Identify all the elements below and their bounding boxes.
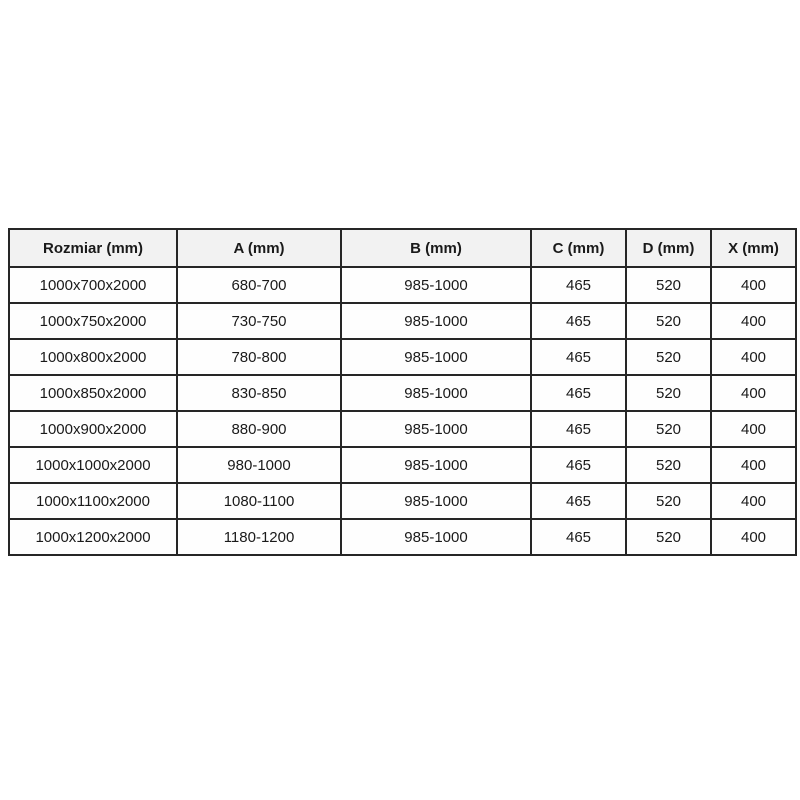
column-header: B (mm) bbox=[341, 229, 531, 267]
table-cell: 520 bbox=[626, 483, 711, 519]
table-cell: 985-1000 bbox=[341, 411, 531, 447]
table-cell: 520 bbox=[626, 339, 711, 375]
table-cell: 520 bbox=[626, 303, 711, 339]
table-cell: 1000x700x2000 bbox=[9, 267, 177, 303]
table-cell: 400 bbox=[711, 375, 796, 411]
table-cell: 780-800 bbox=[177, 339, 341, 375]
table-cell: 465 bbox=[531, 483, 626, 519]
table-cell: 520 bbox=[626, 411, 711, 447]
table-row bbox=[9, 267, 796, 303]
table-cell: 400 bbox=[711, 411, 796, 447]
table-row bbox=[9, 447, 796, 483]
table-cell: 1000x750x2000 bbox=[9, 303, 177, 339]
table-cell: 520 bbox=[626, 447, 711, 483]
table-cell: 465 bbox=[531, 375, 626, 411]
column-header: X (mm) bbox=[711, 229, 796, 267]
table-cell: 465 bbox=[531, 303, 626, 339]
table-cell: 830-850 bbox=[177, 375, 341, 411]
column-header: Rozmiar (mm) bbox=[9, 229, 177, 267]
table-cell: 1000x1100x2000 bbox=[9, 483, 177, 519]
dimensions-table bbox=[8, 228, 797, 556]
column-header: D (mm) bbox=[626, 229, 711, 267]
table-cell: 400 bbox=[711, 483, 796, 519]
table-cell: 1000x850x2000 bbox=[9, 375, 177, 411]
table-cell: 400 bbox=[711, 339, 796, 375]
table-cell: 680-700 bbox=[177, 267, 341, 303]
table-row bbox=[9, 303, 796, 339]
table-header-row bbox=[9, 229, 796, 267]
table-row bbox=[9, 375, 796, 411]
table-row bbox=[9, 339, 796, 375]
table-cell: 400 bbox=[711, 519, 796, 555]
table-cell: 1180-1200 bbox=[177, 519, 341, 555]
table-cell: 985-1000 bbox=[341, 483, 531, 519]
table-cell: 880-900 bbox=[177, 411, 341, 447]
table-cell: 520 bbox=[626, 519, 711, 555]
table-cell: 1000x1200x2000 bbox=[9, 519, 177, 555]
table-cell: 400 bbox=[711, 303, 796, 339]
table-cell: 985-1000 bbox=[341, 519, 531, 555]
table-cell: 400 bbox=[711, 447, 796, 483]
table-cell: 985-1000 bbox=[341, 303, 531, 339]
table-cell: 985-1000 bbox=[341, 447, 531, 483]
table-cell: 1000x900x2000 bbox=[9, 411, 177, 447]
table-cell: 1000x800x2000 bbox=[9, 339, 177, 375]
table-cell: 520 bbox=[626, 267, 711, 303]
table-body bbox=[9, 267, 796, 555]
column-header: C (mm) bbox=[531, 229, 626, 267]
table-cell: 400 bbox=[711, 267, 796, 303]
table-cell: 985-1000 bbox=[341, 375, 531, 411]
table-cell: 985-1000 bbox=[341, 339, 531, 375]
table-cell: 730-750 bbox=[177, 303, 341, 339]
table-cell: 980-1000 bbox=[177, 447, 341, 483]
table-cell: 465 bbox=[531, 267, 626, 303]
table-cell: 1000x1000x2000 bbox=[9, 447, 177, 483]
table-row bbox=[9, 411, 796, 447]
table-cell: 985-1000 bbox=[341, 267, 531, 303]
table-cell: 465 bbox=[531, 519, 626, 555]
table-row bbox=[9, 519, 796, 555]
table-cell: 465 bbox=[531, 339, 626, 375]
table-cell: 465 bbox=[531, 447, 626, 483]
table-row bbox=[9, 483, 796, 519]
table-cell: 520 bbox=[626, 375, 711, 411]
table-cell: 1080-1100 bbox=[177, 483, 341, 519]
table-cell: 465 bbox=[531, 411, 626, 447]
column-header: A (mm) bbox=[177, 229, 341, 267]
